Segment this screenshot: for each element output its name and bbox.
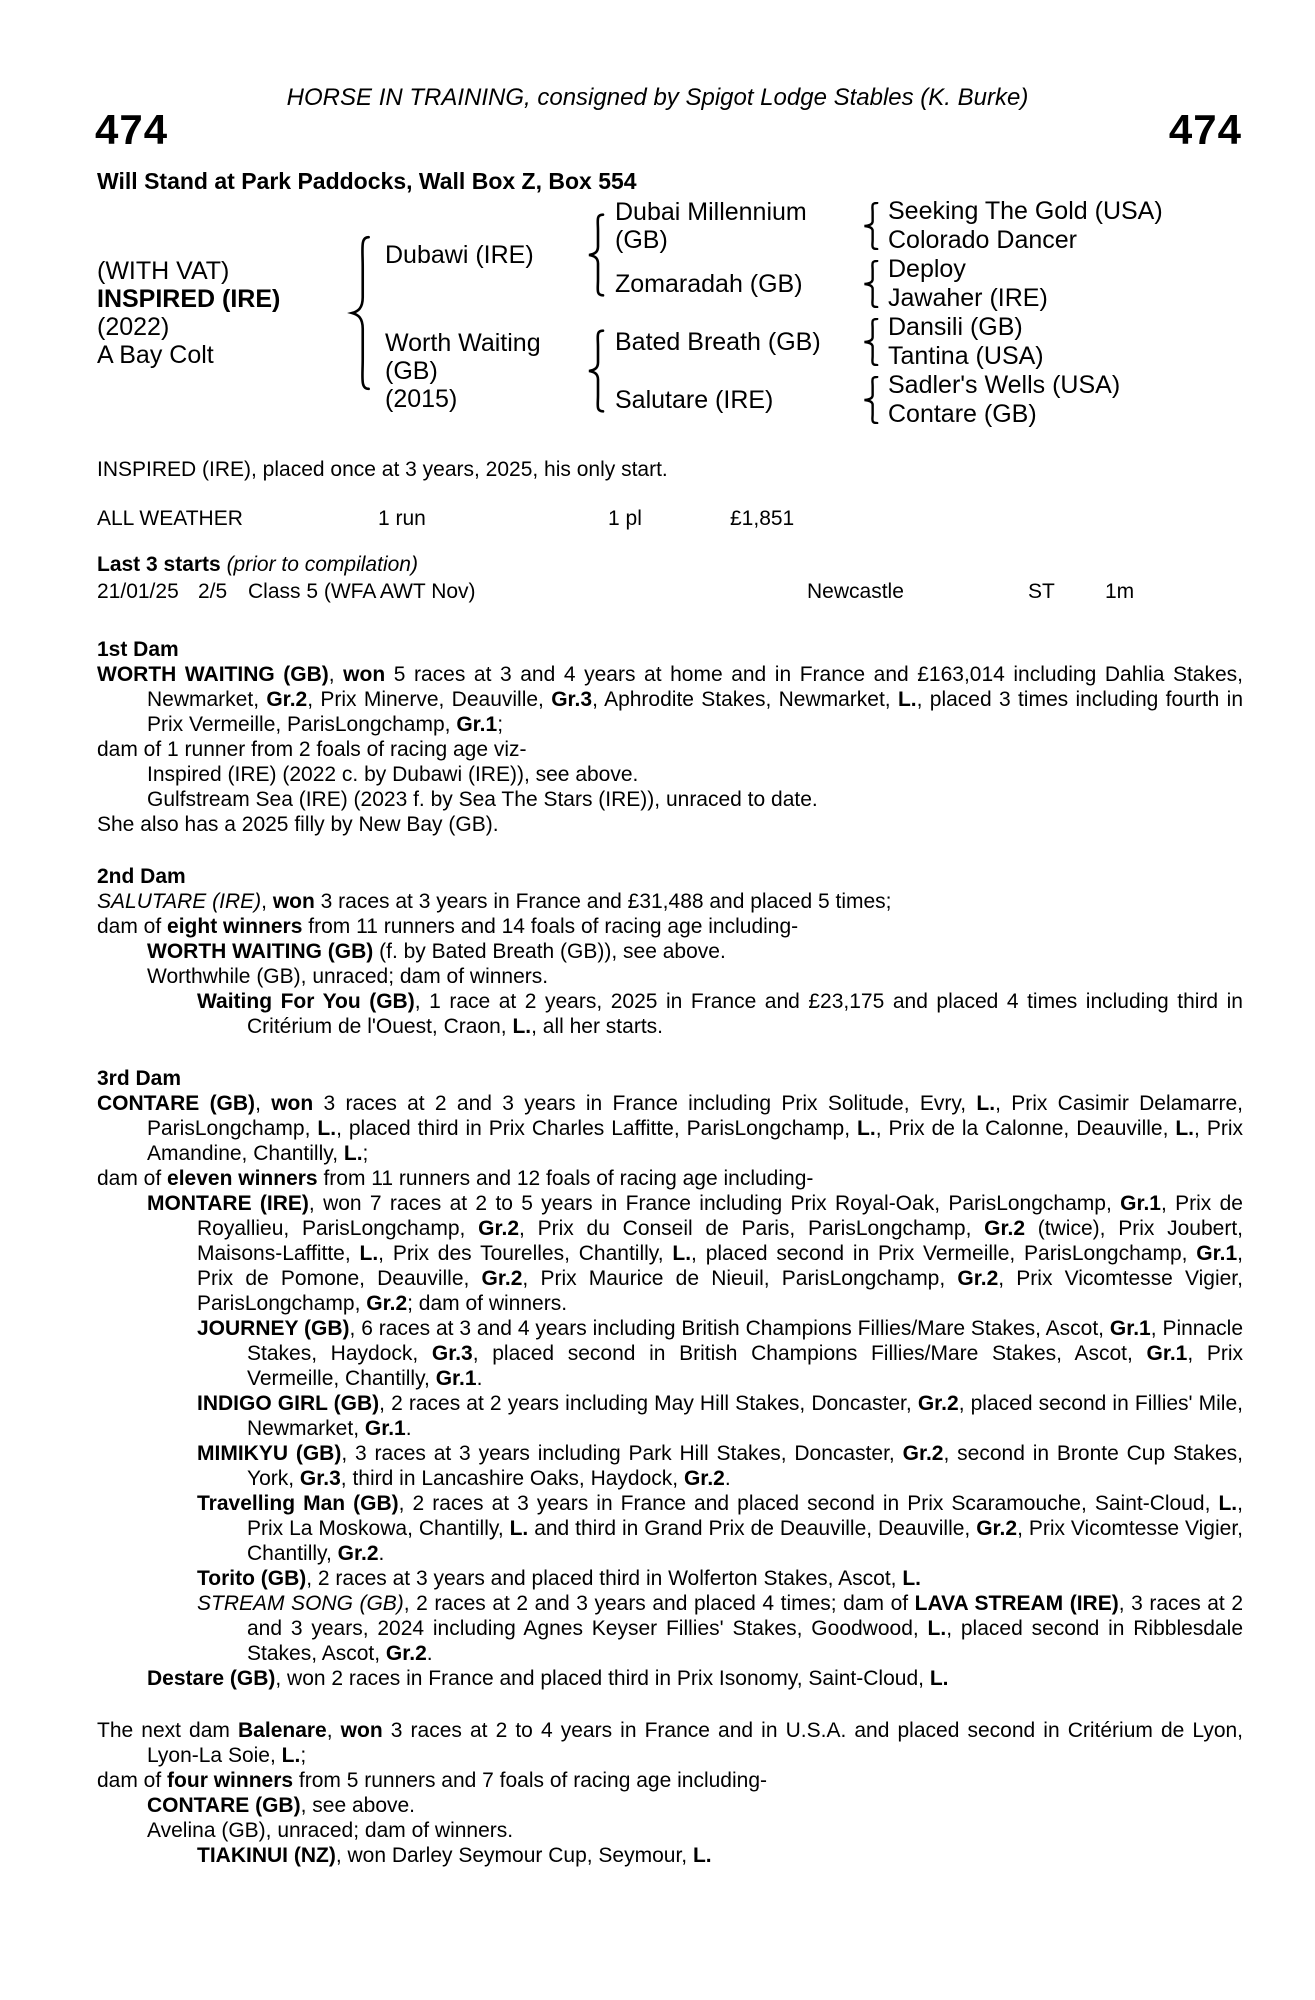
stand-location-line: Will Stand at Park Paddocks, Wall Box Z, Box 554	[97, 168, 637, 194]
pedigree-brace-gg4	[859, 376, 879, 424]
last-starts-header: Last 3 starts (prior to compilation)	[97, 553, 418, 576]
paragraph: She also has a 2025 filly by New Bay (GB).	[97, 813, 499, 836]
damsire-name: Bated Breath (GB)	[615, 328, 821, 356]
subject-description: A Bay Colt	[97, 341, 214, 369]
subject-name: INSPIRED (IRE)	[97, 285, 281, 313]
paragraph: Inspired (IRE) (2022 c. by Dubawi (IRE)), see above.	[147, 763, 639, 786]
consignor-line: HORSE IN TRAINING, consigned by Spigot Lodge Stables (K. Burke)	[286, 84, 1029, 111]
pedigree-brace-gg1	[859, 202, 879, 250]
great-grandparent-name: Sadler's Wells (USA)	[888, 371, 1121, 399]
great-grandparent-name: Contare (GB)	[888, 400, 1037, 428]
paragraph: JOURNEY (GB), 6 races at 3 and 4 years including British Champions Fillies/Mare Stakes, Ascot, Gr.1, Pinnacle Stakes, Haydock, Gr.3, placed second in British Champions Fillies/Mare Stakes, Ascot, Gr.1, Prix Vermeille, Chantilly, Gr.1.	[197, 1317, 1244, 1390]
sire-name: Dubawi (IRE)	[385, 241, 534, 269]
first-dam-section	[97, 637, 1243, 837]
paragraph: STREAM SONG (GB), 2 races at 2 and 3 years and placed 4 times; dam of LAVA STREAM (IRE), 3 races at 2 and 3 years, 2024 including Agnes Keyser Fillies' Stakes, Goodwood, L., placed second in Ribblesdale Stakes, Ascot, Gr.2.	[197, 1592, 1243, 1665]
lot-number-left: 474	[95, 106, 169, 153]
paragraph: dam of four winners from 5 runners and 7 foals of racing age including-	[97, 1769, 767, 1792]
race-position: 2/5	[198, 580, 228, 603]
second-dam-row	[605, 371, 1120, 429]
first-dam-heading: 1st Dam	[97, 638, 179, 661]
great-grandparent-name: Jawaher (IRE)	[888, 284, 1048, 312]
paragraph: dam of 1 runner from 2 foals of racing age viz-	[97, 738, 527, 761]
paragraph: dam of eleven winners from 11 runners and 12 foals of racing age including-	[97, 1167, 814, 1190]
sire-row	[371, 197, 1163, 313]
paragraph: CONTARE (GB), won 3 races at 2 and 3 years in France including Prix Solitude, Evry, L., Prix Casimir Delamarre, ParisLongchamp, L., placed third in Prix Charles Laffitte, ParisLongchamp, L., Prix de la Calonne, Deauville, L., Prix Amandine, Chantilly, L.;	[97, 1092, 1244, 1165]
great-grandparent-name: Tantina (USA)	[888, 342, 1044, 370]
paragraph: Avelina (GB), unraced; dam of winners.	[147, 1819, 514, 1842]
paragraph: dam of eight winners from 11 runners and 14 foals of racing age including-	[97, 915, 799, 938]
record-runs: 1 run	[378, 507, 426, 530]
great-grandparent-name: Seeking The Gold (USA)	[888, 197, 1163, 225]
paragraph: TIAKINUI (NZ), won Darley Seymour Cup, Seymour, L.	[197, 1844, 712, 1867]
paragraph: Torito (GB), 2 races at 3 years and placed third in Wolferton Stakes, Ascot, L.	[197, 1567, 922, 1590]
race-course: Newcastle	[807, 580, 904, 603]
second-dam-name: Salutare (IRE)	[615, 386, 774, 414]
subject-year: (2022)	[97, 313, 170, 341]
paragraph: The next dam Balenare, won 3 races at 2 to 4 years in France and in U.S.A. and placed second in Critérium de Lyon, Lyon-La Soie, L.;	[97, 1719, 1244, 1767]
paragraph: Travelling Man (GB), 2 races at 3 years in France and placed second in Prix Scaramouche, Saint-Cloud, L., Prix La Moskowa, Chantilly, L. and third in Grand Prix de Deauville, Deauville, Gr.2, Prix Vicomtesse Vigier, Chantilly, Gr.2.	[197, 1492, 1243, 1565]
race-class: Class 5 (WFA AWT Nov)	[248, 580, 476, 603]
paragraph: SALUTARE (IRE), won 3 races at 3 years in France and £31,488 and placed 5 times;	[97, 890, 892, 913]
race-date: 21/01/25	[97, 580, 179, 603]
third-dam-heading: 3rd Dam	[97, 1067, 182, 1090]
great-grandparent-name: Dansili (GB)	[888, 313, 1023, 341]
pedigree-brace-dam	[583, 329, 605, 413]
paragraph: MONTARE (IRE), won 7 races at 2 to 5 years in France including Prix Royal-Oak, ParisLongchamp, Gr.1, Prix de Royallieu, ParisLongchamp, Gr.2, Prix du Conseil de Paris, ParisLongchamp, Gr.2 (twice), Prix Joubert, Maisons-Laffitte, L., Prix des Tourelles, Chantilly, L., placed second in Prix Vermeille, ParisLongchamp, Gr.1, Prix de Pomone, Deauville, Gr.2, Prix Maurice de Nieuil, ParisLongchamp, Gr.2, Prix Vicomtesse Vigier, ParisLongchamp, Gr.2; dam of winners.	[147, 1192, 1243, 1315]
paragraph: WORTH WAITING (GB) (f. by Bated Breath (GB)), see above.	[147, 940, 726, 963]
race-going: ST	[1028, 580, 1055, 603]
record-surface: ALL WEATHER	[97, 507, 243, 530]
pedigree-brace-gg2	[859, 260, 879, 308]
lot-number-right: 474	[1168, 106, 1242, 153]
pedigree-brace-main	[345, 234, 371, 392]
paragraph: WORTH WAITING (GB), won 5 races at 3 and 4 years at home and in France and £163,014 including Dahlia Stakes, Newmarket, Gr.2, Prix Minerve, Deauville, Gr.3, Aphrodite Stakes, Newmarket, L., placed 3 times including fourth in Prix Vermeille, ParisLongchamp, Gr.1;	[97, 663, 1244, 736]
subject-vat: (WITH VAT)	[97, 257, 230, 285]
dam-name: Worth Waiting (GB) (2015)	[371, 329, 583, 413]
damsire-row	[605, 313, 1120, 371]
pedigree-brace-gg3	[859, 318, 879, 366]
pedigree-brace-sire	[583, 213, 605, 297]
paragraph: Gulfstream Sea (IRE) (2023 f. by Sea The Stars (IRE)), unraced to date.	[147, 788, 818, 811]
paragraph: Worthwhile (GB), unraced; dam of winners.	[147, 965, 549, 988]
paragraph: CONTARE (GB), see above.	[147, 1794, 416, 1817]
great-grandparents	[879, 313, 1044, 371]
paragraph: Waiting For You (GB), 1 race at 2 years, 2025 in France and £23,175 and placed 4 times including third in Critérium de l'Ouest, Craon, L., all her starts.	[197, 990, 1243, 1038]
great-grandparents	[879, 371, 1120, 429]
third-dam-section	[97, 1066, 1243, 1691]
next-dam-section	[97, 1718, 1243, 1868]
great-grandparent-name: Deploy	[888, 255, 966, 283]
record-earnings: £1,851	[730, 507, 795, 530]
race-summary-line: INSPIRED (IRE), placed once at 3 years, 2025, his only start.	[97, 458, 668, 481]
great-grandparent-name: Colorado Dancer	[888, 226, 1077, 254]
granddam-row	[605, 255, 1163, 313]
grandsire-name: Dubai Millennium (GB)	[615, 198, 807, 254]
paragraph: Destare (GB), won 2 races in France and placed third in Prix Isonomy, Saint-Cloud, L.	[147, 1667, 949, 1690]
great-grandparents	[879, 255, 1048, 313]
pedigree-table	[97, 197, 1163, 429]
pedigree-text	[97, 637, 1243, 1868]
grandsire-row	[605, 197, 1163, 255]
great-grandparents	[879, 197, 1163, 255]
dam-year: (2015)	[385, 385, 458, 413]
record-places: 1 pl	[608, 507, 642, 530]
dam-row	[371, 313, 1163, 429]
paragraph: MIMIKYU (GB), 3 races at 3 years including Park Hill Stakes, Doncaster, Gr.2, second in Bronte Cup Stakes, York, Gr.3, third in Lancashire Oaks, Haydock, Gr.2.	[197, 1442, 1243, 1490]
paragraph: INDIGO GIRL (GB), 2 races at 2 years including May Hill Stakes, Doncaster, Gr.2, placed second in Fillies' Mile, Newmarket, Gr.1.	[197, 1392, 1243, 1440]
granddam-name: Zomaradah (GB)	[615, 270, 803, 298]
second-dam-section	[97, 864, 1243, 1039]
second-dam-heading: 2nd Dam	[97, 865, 186, 888]
race-distance: 1m	[1105, 580, 1135, 603]
subject-block	[97, 257, 345, 369]
